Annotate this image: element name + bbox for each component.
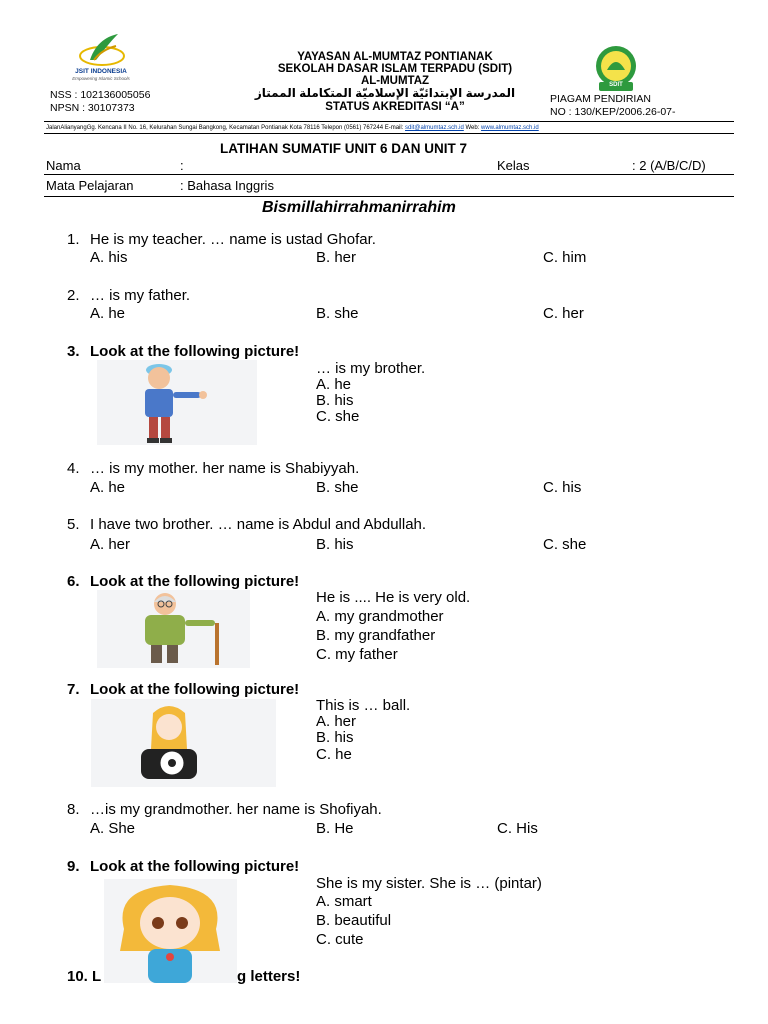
question-prompt: He is .... He is very old. bbox=[316, 589, 471, 606]
school-logo-right bbox=[591, 44, 641, 92]
boy-picture bbox=[97, 360, 257, 445]
header-rule-top bbox=[44, 121, 734, 122]
info-rule bbox=[44, 174, 734, 175]
question-text: …is my grandmother. her name is Shofiyah. bbox=[90, 801, 382, 818]
option-b: B. his bbox=[316, 536, 354, 553]
charter-label: PIAGAM PENDIRIAN bbox=[550, 93, 651, 105]
question-text: Look at the following picture! bbox=[90, 573, 300, 590]
class-value: : 2 (A/B/C/D) bbox=[632, 158, 706, 173]
option-b: B. his bbox=[316, 729, 354, 746]
header-rule-bottom bbox=[44, 133, 734, 134]
boy-illustration-icon bbox=[97, 360, 257, 445]
subject-value: : Bahasa Inggris bbox=[180, 178, 274, 193]
girl-ball-picture bbox=[91, 699, 276, 787]
sister-illustration-icon bbox=[104, 879, 237, 983]
option-c: C. his bbox=[543, 479, 582, 496]
option-c: C. her bbox=[543, 305, 584, 322]
question-number: 3. bbox=[67, 343, 80, 360]
option-b: B. she bbox=[316, 479, 359, 496]
option-a: A. smart bbox=[316, 893, 372, 910]
option-a: A. he bbox=[316, 376, 352, 393]
option-a: A. my grandmother bbox=[316, 608, 444, 625]
option-c: C. His bbox=[497, 820, 538, 837]
question-text-tail: g letters! bbox=[237, 968, 301, 985]
question-number: 1. bbox=[67, 231, 80, 248]
school-logo-left bbox=[60, 30, 140, 88]
question-number: 5. bbox=[67, 516, 80, 533]
option-b: B. my grandfather bbox=[316, 627, 436, 644]
web-label: Web: bbox=[463, 125, 482, 131]
question-number: 4. bbox=[67, 460, 80, 477]
school-short-name: AL-MUMTAZ bbox=[360, 75, 430, 87]
name-colon: : bbox=[180, 158, 184, 173]
class-label: Kelas bbox=[497, 158, 530, 173]
question-number: 6. bbox=[67, 573, 80, 590]
bismillah: Bismillahirrahmanirrahim bbox=[262, 199, 456, 216]
question-text: He is my teacher. … name is ustad Ghofar. bbox=[90, 231, 376, 248]
accreditation-status: STATUS AKREDITASI “A” bbox=[325, 101, 465, 113]
grandfather-illustration-icon bbox=[97, 590, 250, 668]
arabic-name: المدرسة الإبتدائيّة الإسلاميّة المتكاملة الممتاز bbox=[254, 86, 516, 100]
girl-ball-illustration-icon bbox=[91, 699, 276, 787]
option-a: A. her bbox=[316, 713, 357, 730]
charter-number: NO : 130/KEP/2006.26-07- bbox=[550, 106, 676, 118]
option-a: A. he bbox=[90, 305, 126, 322]
option-c: C. cute bbox=[316, 931, 364, 948]
option-a: A. her bbox=[90, 536, 131, 553]
subject-rule bbox=[44, 196, 734, 197]
jsit-logo-tagline: Empowering Islamic Schools bbox=[72, 76, 130, 81]
question-number: 9. bbox=[67, 858, 80, 875]
school-name: SEKOLAH DASAR ISLAM TERPADU (SDIT) bbox=[277, 63, 513, 75]
question-number: 8. bbox=[67, 801, 80, 818]
web-link[interactable]: www.almumtaz.sch.id bbox=[481, 125, 539, 131]
option-b: B. her bbox=[316, 249, 357, 266]
option-c: C. my father bbox=[316, 646, 398, 663]
question-text: … is my mother. her name is Shabiyyah. bbox=[90, 460, 360, 477]
sdit-logo-text: SDIT bbox=[609, 82, 623, 88]
option-b: B. she bbox=[316, 305, 359, 322]
subject-label: Mata Pelajaran bbox=[46, 178, 134, 193]
address-line bbox=[46, 125, 539, 131]
question-text: Look at the following picture! bbox=[90, 858, 300, 875]
question-number: 2. bbox=[67, 287, 80, 304]
question-prompt: … is my brother. bbox=[316, 360, 426, 377]
nss-number: NSS : 102136005056 bbox=[50, 89, 151, 101]
question-text: Look at the following picture! bbox=[90, 343, 300, 360]
question-text: I have two brother. … name is Abdul and Abdullah. bbox=[90, 516, 427, 533]
question-prompt: This is … ball. bbox=[316, 697, 411, 714]
question-prompt: She is my sister. She is … (pintar) bbox=[316, 875, 542, 892]
npsn-number: NPSN : 30107373 bbox=[50, 102, 135, 114]
foundation-name: YAYASAN AL-MUMTAZ PONTIANAK bbox=[297, 51, 493, 63]
question-number: 10. L bbox=[67, 968, 102, 985]
option-c: C. he bbox=[316, 746, 352, 763]
option-b: B. beautiful bbox=[316, 912, 392, 929]
jsit-logo-text: JSIT INDONESIA bbox=[75, 68, 127, 75]
option-c: C. she bbox=[316, 408, 360, 425]
email-link[interactable]: sdit@almumtaz.sch.id bbox=[405, 125, 464, 131]
option-a: A. She bbox=[90, 820, 136, 837]
option-c: C. she bbox=[543, 536, 587, 553]
sister-picture bbox=[104, 879, 237, 983]
question-number: 7. bbox=[67, 681, 80, 698]
question-text: Look at the following picture! bbox=[90, 681, 300, 698]
address-text: JalanAlianyangGg. Kencana II No. 16, Kelurahan Sungai Bangkong, Kecamatan Pontianak Kota 78116 Telepon (0561) 767244 E-mail: bbox=[46, 125, 406, 131]
option-b: B. his bbox=[316, 392, 354, 409]
grandfather-picture bbox=[97, 590, 250, 668]
name-label: Nama bbox=[46, 158, 81, 173]
question-text: … is my father. bbox=[90, 287, 191, 304]
option-a: A. his bbox=[90, 249, 128, 266]
option-b: B. He bbox=[316, 820, 354, 837]
exam-title: LATIHAN SUMATIF UNIT 6 DAN UNIT 7 bbox=[220, 141, 467, 156]
option-a: A. he bbox=[90, 479, 126, 496]
option-c: C. him bbox=[543, 249, 587, 266]
